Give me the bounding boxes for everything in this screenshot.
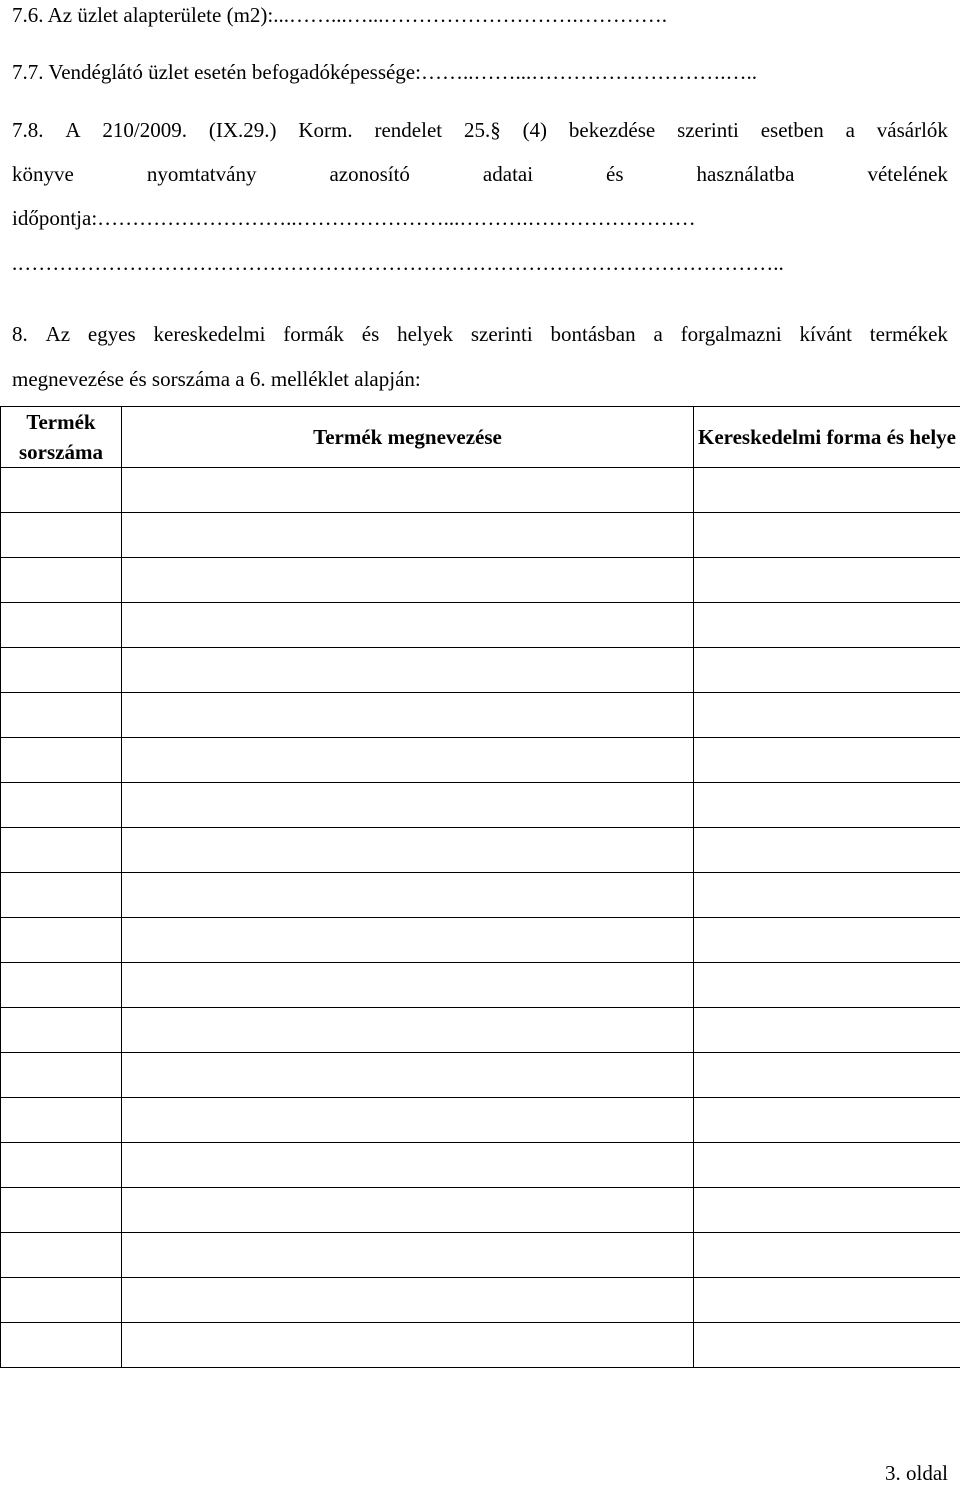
table-row [1, 1278, 960, 1323]
section-7-7-capacity: 7.7. Vendéglátó üzlet esetén befogadóképessége:……..……...……………………….….. [12, 60, 757, 84]
word: szerinti [677, 118, 739, 142]
cell-commerce-form-place[interactable] [694, 513, 960, 558]
word: (4) [523, 118, 548, 142]
word: bekezdése [569, 118, 655, 142]
cell-product-number[interactable] [1, 1053, 122, 1098]
word: helyek [397, 322, 453, 346]
cell-commerce-form-place[interactable] [694, 468, 960, 513]
table-row [1, 1008, 960, 1053]
word: vételének [867, 162, 947, 186]
cell-commerce-form-place[interactable] [694, 603, 960, 648]
table-row [1, 873, 960, 918]
table-row [1, 738, 960, 783]
cell-product-name[interactable] [122, 873, 694, 918]
word: 210/2009. [102, 118, 187, 142]
cell-product-name[interactable] [122, 513, 694, 558]
table-row [1, 513, 960, 558]
cell-commerce-form-place[interactable] [694, 873, 960, 918]
table-row [1, 783, 960, 828]
table-row [1, 1143, 960, 1188]
table-row [1, 1098, 960, 1143]
cell-product-name[interactable] [122, 963, 694, 1008]
table-row [1, 468, 960, 513]
table-row [1, 963, 960, 1008]
cell-commerce-form-place[interactable] [694, 1278, 960, 1323]
cell-commerce-form-place[interactable] [694, 1008, 960, 1053]
section-8-line-2: megnevezése és sorszáma a 6. melléklet alapján: [12, 367, 421, 391]
cell-product-name[interactable] [122, 738, 694, 783]
cell-commerce-form-place[interactable] [694, 1143, 960, 1188]
header-product-number: Termék sorszáma [1, 407, 122, 468]
cell-commerce-form-place[interactable] [694, 1233, 960, 1278]
word: és [606, 162, 624, 186]
cell-commerce-form-place[interactable] [694, 828, 960, 873]
word: kereskedelmi [154, 322, 266, 346]
cell-product-name[interactable] [122, 1143, 694, 1188]
word: könyve [12, 162, 74, 186]
word: nyomtatvány [147, 162, 257, 186]
products-table-body [1, 468, 960, 1368]
cell-commerce-form-place[interactable] [694, 783, 960, 828]
page-number: 3. oldal [885, 1461, 948, 1485]
table-row [1, 918, 960, 963]
word: formák [283, 322, 344, 346]
word: használatba [697, 162, 795, 186]
table-row [1, 1188, 960, 1233]
word: a [653, 322, 662, 346]
cell-product-number[interactable] [1, 963, 122, 1008]
word: rendelet [374, 118, 442, 142]
word: esetben [761, 118, 824, 142]
cell-product-name[interactable] [122, 468, 694, 513]
cell-commerce-form-place[interactable] [694, 648, 960, 693]
cell-commerce-form-place[interactable] [694, 1053, 960, 1098]
cell-product-name[interactable] [122, 918, 694, 963]
cell-product-number[interactable] [1, 1008, 122, 1053]
table-row [1, 603, 960, 648]
cell-product-number[interactable] [1, 1233, 122, 1278]
cell-product-number[interactable] [1, 648, 122, 693]
table-row [1, 693, 960, 738]
cell-product-number[interactable] [1, 828, 122, 873]
table-header-row [1, 407, 960, 468]
word: szerinti [471, 322, 533, 346]
cell-product-name[interactable] [122, 558, 694, 603]
cell-commerce-form-place[interactable] [694, 1323, 960, 1368]
cell-product-name[interactable] [122, 1008, 694, 1053]
cell-commerce-form-place[interactable] [694, 963, 960, 1008]
header-commerce-form-place: Kereskedelmi forma és helye [694, 407, 960, 468]
cell-product-name[interactable] [122, 1053, 694, 1098]
cell-product-number[interactable] [1, 1323, 122, 1368]
cell-product-name[interactable] [122, 1098, 694, 1143]
word: Az [46, 322, 71, 346]
cell-commerce-form-place[interactable] [694, 558, 960, 603]
cell-product-number[interactable] [1, 783, 122, 828]
cell-product-number[interactable] [1, 603, 122, 648]
word: kívánt [799, 322, 852, 346]
word: a [846, 118, 855, 142]
cell-product-name[interactable] [122, 648, 694, 693]
table-row [1, 558, 960, 603]
cell-product-number[interactable] [1, 468, 122, 513]
cell-product-name[interactable] [122, 1233, 694, 1278]
table-row [1, 1233, 960, 1278]
cell-product-name[interactable] [122, 1188, 694, 1233]
cell-product-name[interactable] [122, 1278, 694, 1323]
cell-product-name[interactable] [122, 1323, 694, 1368]
cell-commerce-form-place[interactable] [694, 738, 960, 783]
word: és [362, 322, 380, 346]
section-7-8-date-field: időpontja:………………………..…………………...……….…………………… [12, 206, 696, 230]
word: forgalmazni [681, 322, 782, 346]
cell-product-name[interactable] [122, 783, 694, 828]
cell-product-number[interactable] [1, 738, 122, 783]
cell-product-number[interactable] [1, 1188, 122, 1233]
cell-commerce-form-place[interactable] [694, 1098, 960, 1143]
cell-commerce-form-place[interactable] [694, 918, 960, 963]
section-7-8-line-2 [12, 162, 948, 186]
products-table [0, 406, 960, 1368]
table-row [1, 1053, 960, 1098]
word: 8. [12, 322, 28, 346]
table-row [1, 648, 960, 693]
cell-product-number[interactable] [1, 1143, 122, 1188]
word: Korm. [298, 118, 352, 142]
word: termékek [870, 322, 948, 346]
cell-product-number[interactable] [1, 558, 122, 603]
word: 7.8. [12, 118, 44, 142]
cell-product-number[interactable] [1, 1098, 122, 1143]
cell-product-number[interactable] [1, 513, 122, 558]
cell-product-number[interactable] [1, 1278, 122, 1323]
cell-product-number[interactable] [1, 918, 122, 963]
section-7-6-floor-area: 7.6. Az üzlet alapterülete (m2):...……...…...……………………….…………. [12, 3, 667, 27]
section-7-8-dotted-line: .……………………………………………………………………………………………….. [12, 251, 784, 275]
section-7-8-line-1 [12, 118, 948, 142]
section-8-line-1 [12, 322, 948, 346]
cell-commerce-form-place[interactable] [694, 693, 960, 738]
table-row [1, 828, 960, 873]
word: 25.§ [464, 118, 501, 142]
cell-product-name[interactable] [122, 828, 694, 873]
table-row [1, 1323, 960, 1368]
word: bontásban [550, 322, 635, 346]
cell-product-name[interactable] [122, 693, 694, 738]
word: adatai [483, 162, 533, 186]
cell-product-name[interactable] [122, 603, 694, 648]
word: A [65, 118, 80, 142]
word: (IX.29.) [209, 118, 277, 142]
word: vásárlók [877, 118, 948, 142]
cell-commerce-form-place[interactable] [694, 1188, 960, 1233]
cell-product-number[interactable] [1, 693, 122, 738]
header-product-name: Termék megnevezése [122, 407, 694, 468]
word: azonosító [329, 162, 409, 186]
cell-product-number[interactable] [1, 873, 122, 918]
word: egyes [88, 322, 136, 346]
